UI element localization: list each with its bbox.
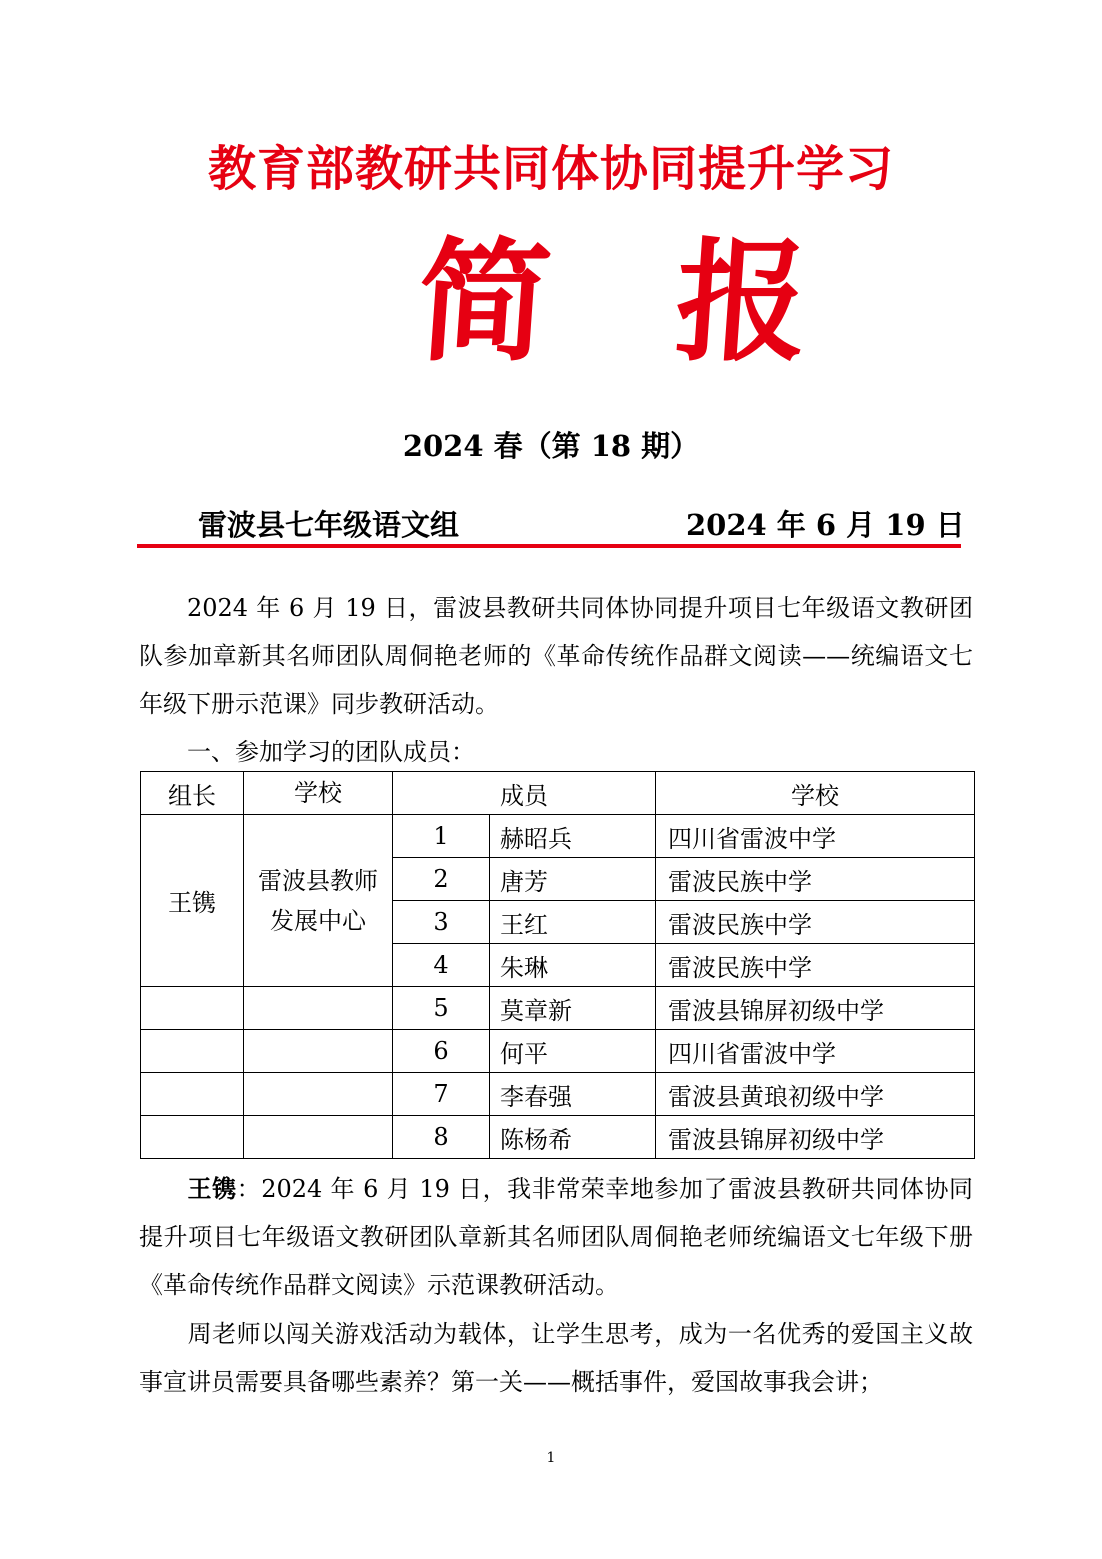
member-number: 6 [393,1030,490,1073]
empty-cell [141,1030,244,1073]
member-school: 四川省雷波中学 [656,1030,975,1073]
section-heading: 一、参加学习的团队成员： [187,738,475,766]
table-header-row [141,772,975,815]
table-row [141,1030,975,1073]
reflection-paragraph [139,1165,973,1309]
reflection-author: 王镌 [187,1174,237,1203]
member-number: 8 [393,1116,490,1159]
member-name: 陈杨希 [490,1116,656,1159]
member-number: 4 [393,944,490,987]
member-name: 何平 [490,1030,656,1073]
header-leader: 组长 [141,772,244,815]
member-name: 朱琳 [490,944,656,987]
empty-cell [141,987,244,1030]
empty-cell [244,1030,393,1073]
member-name: 赫昭兵 [490,815,656,858]
header-member-school: 学校 [656,772,975,815]
member-school: 四川省雷波中学 [656,815,975,858]
intro-paragraph: 2024 年 6 月 19 日，雷波县教研共同体协同提升项目七年级语文教研团队参加章新其名师团队周侗艳老师的《革命传统作品群文阅读——统编语文七年级下册示范课》同步教研活动。 [139,594,973,718]
empty-cell [141,1073,244,1116]
table-row [141,815,975,858]
leader-name: 王镌 [141,815,244,987]
organization: 雷波县七年级语文组 [198,508,460,542]
red-divider [137,544,961,548]
leader-school: 雷波县教师 发展中心 [244,815,393,987]
member-name: 李春强 [490,1073,656,1116]
bulletin-title [0,225,1102,380]
empty-cell [244,1116,393,1159]
empty-cell [244,1073,393,1116]
member-school: 雷波县黄琅初级中学 [656,1073,975,1116]
member-school: 雷波民族中学 [656,944,975,987]
header-title: 教育部教研共同体协同提升学习 [207,141,894,197]
member-name: 王红 [490,901,656,944]
member-school: 雷波民族中学 [656,901,975,944]
reflection-text: ：2024 年 6 月 19 日，我非常荣幸地参加了雷波县教研共同体协同提升项目七年级语文教研团队章新其名师团队周侗艳老师统编语文七年级下册《革命传统作品群文阅读》示范课教研活动。 [139,1175,974,1299]
page-number: 1 [546,1450,556,1466]
member-number: 1 [393,815,490,858]
bulletin-title-char-1: 简 [412,225,556,380]
member-school: 雷波民族中学 [656,858,975,901]
bulletin-title-char-2: 报 [670,225,814,380]
member-number: 2 [393,858,490,901]
publish-date: 2024 年 6 月 19 日 [686,508,965,542]
header-leader-school: 学校 [244,772,393,815]
table-row [141,1073,975,1116]
table-row [141,1116,975,1159]
member-school: 雷波县锦屏初级中学 [656,1116,975,1159]
table-row [141,987,975,1030]
header-members: 成员 [393,772,656,815]
member-number: 5 [393,987,490,1030]
empty-cell [244,987,393,1030]
member-number: 3 [393,901,490,944]
members-table [140,771,975,1159]
member-number: 7 [393,1073,490,1116]
lesson-paragraph: 周老师以闯关游戏活动为载体，让学生思考，成为一名优秀的爱国主义故事宣讲员需要具备哪些素养？第一关——概括事件，爱国故事我会讲； [139,1320,973,1396]
member-name: 唐芳 [490,858,656,901]
empty-cell [141,1116,244,1159]
issue-number: 2024 春（第 18 期） [402,429,700,463]
member-school: 雷波县锦屏初级中学 [656,987,975,1030]
member-name: 莫章新 [490,987,656,1030]
